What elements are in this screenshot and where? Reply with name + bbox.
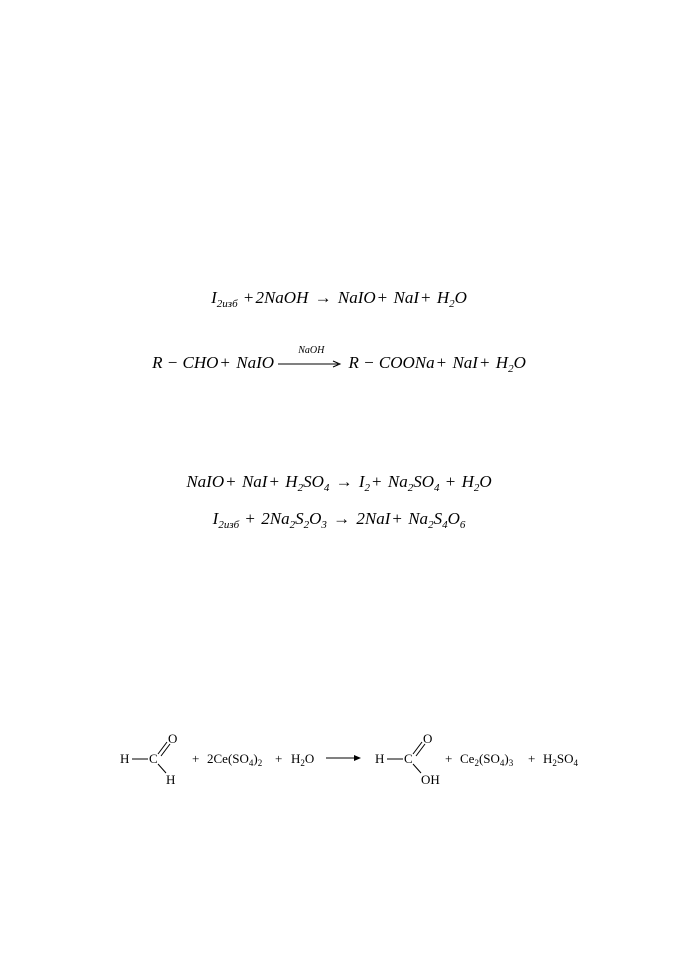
long-arrow-icon	[278, 360, 344, 368]
bond-line	[158, 764, 166, 773]
reaction-arrow: →	[333, 509, 351, 528]
hydroxyl-group: OH	[421, 772, 440, 787]
atom-c: C	[404, 751, 413, 766]
water: $H_2O$	[291, 751, 315, 768]
atom-o: O	[423, 731, 433, 746]
svg-text:+: +	[275, 751, 283, 766]
arrowhead-icon	[354, 755, 361, 761]
double-bond-line	[158, 742, 167, 754]
reaction-arrow-with-condition	[278, 345, 344, 366]
equation-iodine-release: NaIO + NaI + $H_2SO_4 \to I_2 + Na_2SO_4 + H_2O$	[186, 472, 492, 494]
structural-reaction-formaldehyde	[110, 728, 600, 788]
sulfuric-acid: $H_2SO_4$	[543, 751, 579, 768]
svg-text:+: +	[445, 751, 453, 766]
equation-thiosulfate-titration: $I_{2изб} + 2Na_2S_2O_3 \to 2NaI + Na_2S_4O_6$	[212, 509, 466, 531]
equation-iodine-naoh: $I_{2изб}$ + 2NaOH → NaIO + NaI + $H_2O$	[211, 288, 467, 310]
atom-o: O	[168, 731, 178, 746]
atom-h: H	[375, 751, 385, 766]
double-bond-line	[413, 742, 422, 754]
cerium-sulfate: $2Ce(SO_4)_2$	[207, 751, 263, 768]
svg-text:+: +	[528, 751, 536, 766]
cerium-iii-sulfate: $Ce_2(SO_4)_3$	[460, 751, 514, 768]
reaction-arrow: →	[314, 288, 332, 307]
atom-c: C	[149, 751, 158, 766]
bond-line	[413, 764, 421, 773]
atom-h: H	[120, 751, 130, 766]
reaction-condition: NaOH	[298, 345, 325, 356]
atom-h: H	[166, 772, 176, 787]
equation-aldehyde-oxidation: R − CHO + NaIO NaOH R − COONa + NaI + $H_2O$	[152, 345, 526, 375]
svg-text:+: +	[192, 751, 200, 766]
reaction-arrow: →	[335, 472, 353, 491]
